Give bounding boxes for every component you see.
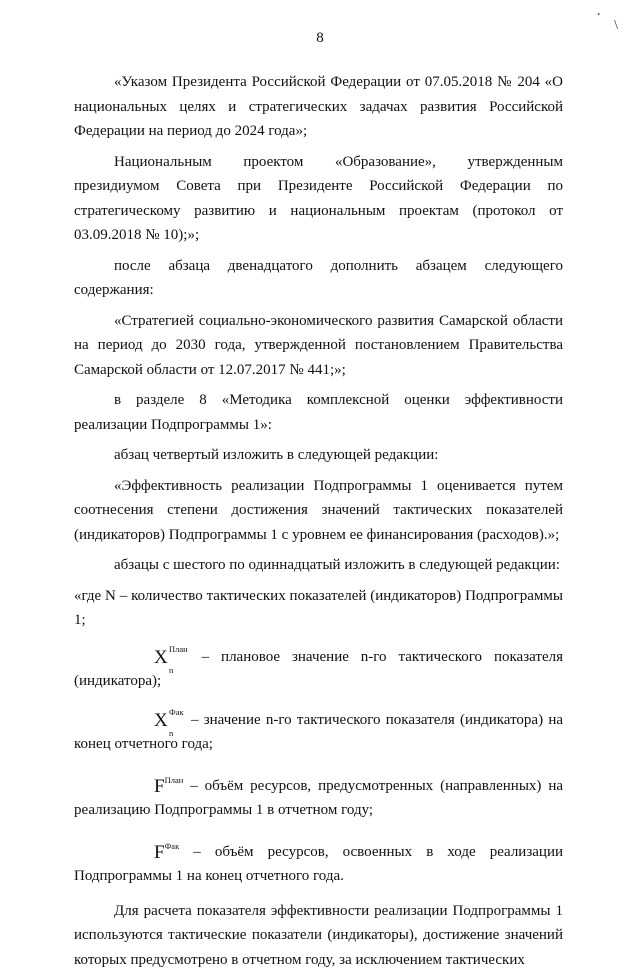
x-letter: X: [154, 710, 168, 731]
paragraph-6: абзац четвертый изложить в следующей редакции:: [74, 443, 563, 468]
corner-dot: •: [597, 10, 600, 19]
f-fact-definition: – объём ресурсов, освоенных в ходе реализации Подпрограммы 1 на конец отчетного года.: [74, 844, 563, 885]
f-fact-symbol: [114, 837, 179, 862]
x-plan-definition: – плановое значение n-го тактического показателя (индикатора);: [74, 649, 563, 690]
paragraph-4: «Стратегией социально-экономического развития Самарской области на период до 2030 года, утвержденной постановлением Правительства Самарской области от 12.07.2017 № 441;»;: [74, 309, 563, 383]
paragraph-7: «Эффективность реализации Подпрограммы 1 оценивается путем соотнесения степени достижения значений тактических показателей (индикаторов) Подпрограммы 1 с уровнем ее финансирования (расходов).»;: [74, 474, 563, 548]
definition-f-fact: [74, 837, 563, 889]
paragraph-3: после абзаца двенадцатого дополнить абзацем следующего содержания:: [74, 254, 563, 303]
x-plan-symbol: [114, 648, 168, 667]
x-fact-definition: – значение n-го тактического показателя (индикатора) на конец отчетного года;: [74, 712, 563, 753]
f-plan-definition: – объём ресурсов, предусмотренных (направленных) на реализацию Подпрограммы 1 в отчетном году;: [74, 778, 563, 819]
plan-superscript: План: [129, 640, 188, 659]
x-fact-symbol: [114, 711, 168, 730]
fact-superscript: Фак: [129, 703, 184, 722]
paragraph-9: «где N – количество тактических показателей (индикаторов) Подпрограммы 1;: [74, 584, 563, 633]
paragraph-1: «Указом Президента Российской Федерации от 07.05.2018 № 204 «О национальных целях и стратегических задачах развития Российской Федерации на период до 2024 года»;: [74, 70, 563, 144]
paragraph-5: в разделе 8 «Методика комплексной оценки эффективности реализации Подпрограммы 1»:: [74, 388, 563, 437]
definition-f-plan: [74, 771, 563, 823]
f-letter: F: [154, 776, 165, 797]
f-plan-symbol: [114, 771, 183, 796]
page-number: 8: [0, 30, 640, 47]
plan-superscript: План: [165, 775, 184, 785]
n-subscript: n: [129, 724, 173, 743]
corner-mark: \: [614, 18, 618, 34]
definition-x-fact: [74, 708, 563, 757]
document-body: [74, 70, 563, 972]
x-letter: X: [154, 647, 168, 668]
definition-x-plan: [74, 645, 563, 694]
paragraph-2: Национальным проектом «Образование», утвержденным президиумом Совета при Президенте Российской Федерации по стратегическому развитию и национальным проектам (протокол от 03.09.2018 № 10);»;: [74, 150, 563, 248]
f-letter: F: [154, 842, 165, 863]
paragraph-14: Для расчета показателя эффективности реализации Подпрограммы 1 используются тактические показатели (индикаторы), достижение значений которых предусмотрено в отчетном году, за исключением тактических: [74, 899, 563, 972]
fact-superscript: Фак: [165, 841, 180, 851]
paragraph-8: абзацы с шестого по одиннадцатый изложить в следующей редакции:: [74, 553, 563, 578]
n-subscript: n: [129, 661, 173, 680]
